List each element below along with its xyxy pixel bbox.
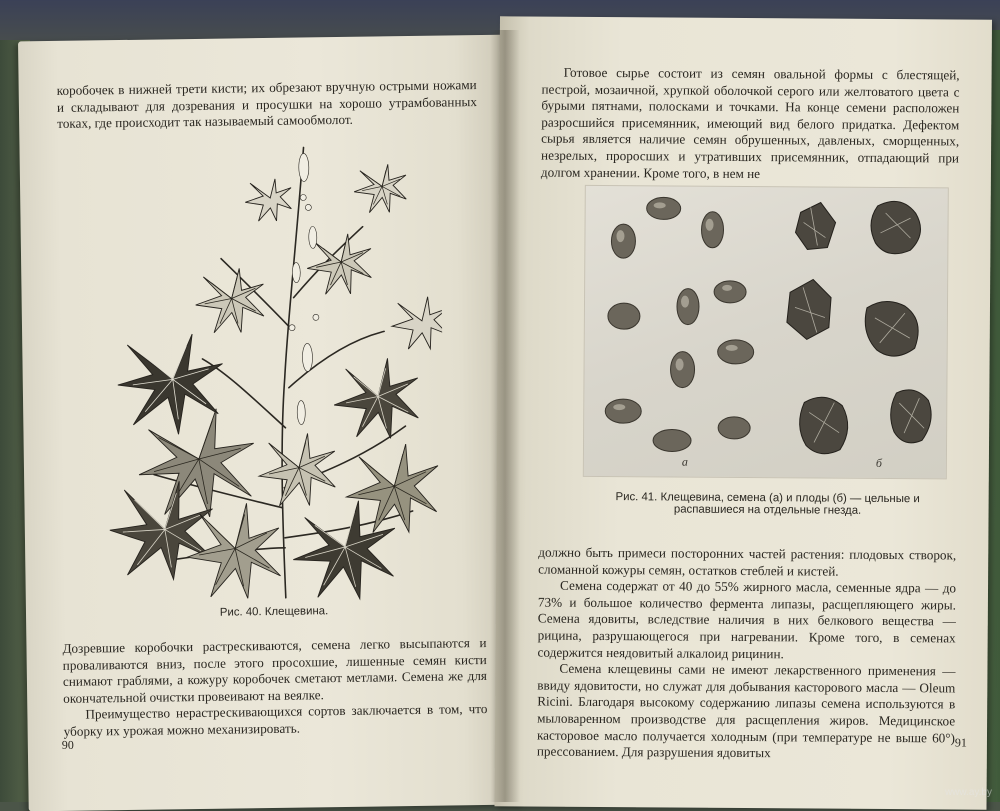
- book-gutter: [490, 30, 520, 802]
- figure-40-caption: Рис. 40. Клещевина.: [219, 605, 329, 619]
- left-top-paragraph: коробочек в нижней трети кисти; их обрезают вручную острыми ножами и складывают для дозревания и просушки на хорошо утрамбованных токах, где происходит так называемый самообмолот.: [56, 77, 478, 132]
- left-paragraph-2: Преимущество нерастрескивающихся сортов заключается в том, что уборку их урожая можно механизировать.: [63, 701, 488, 739]
- watermark: www.ay.by: [944, 787, 992, 798]
- right-page: [494, 16, 992, 809]
- page-number-right: 91: [954, 735, 967, 750]
- page-number-left: 90: [61, 737, 74, 752]
- right-paragraph-1: должно быть примеси посторонних частей растения: плодовых створок, сломанной кожуры семян, остатков стеблей и кистей.: [538, 544, 957, 579]
- right-paragraph-2: Семена содержат от 40 до 55% жирного масла, семенные ядра — до 73% и большое количество фермента липазы, расщепляющего жиры. Семена ядовиты, вследствие наличия в них белкового вещества — рицина, разрушающегося при нагревании. Кроме того, в семенах содержится неядовитый алкалоид рицинин.: [537, 577, 957, 661]
- right-bottom-paragraphs: [537, 545, 956, 764]
- seeds-and-fruits-photo: [583, 185, 949, 480]
- left-bottom-paragraphs: [62, 635, 487, 740]
- castor-plant-illustration: [89, 126, 446, 611]
- left-page: [18, 35, 525, 811]
- figure-41-caption: Рис. 41. Клещевина, семена (а) и плоды (б) — цельные и распавшиеся на отдельные гнезда.: [615, 491, 920, 517]
- plate-label-b: б: [875, 455, 882, 470]
- right-top-paragraph: Готовое сырье состоит из семян овальной формы с блестящей, пестрой, мозаичной, хрупкой оболочкой серого или желтоватого цвета с бурыми пятнами, полосками и точками. На конце семени расположен разросшийся присемянник, имеющий вид белого придатка. Дефектом сырья является наличие семян обрушенных, давленых, сморщенных, незрелых, проросших и утративших присемянник, отпадающий при долгом хранении. Кроме того, в нем не: [540, 64, 960, 181]
- left-paragraph-1: Дозревшие коробочки растрескиваются, семена легко высыпаются и проваливаются вниз, после этого просохшие, лишенные семян кисти снимают граблями, а кожуру коробочек сметают метлами. Семена же для окончательной очистки провеивают на веялке.: [62, 634, 488, 706]
- seeds-photo-drawing: [584, 186, 948, 479]
- plate-label-a: а: [681, 454, 688, 469]
- right-paragraph-3: Семена клещевины сами не имеют лекарственного применения — ввиду ядовитости, но служат для добывания касторового масла — Oleum Ricini. Благодаря высокому содержанию липазы семена используются в мыловаренном производстве для расщепления жиров. Медицинское касторовое масло получается холодным (при температуре не выше 60°) прессованием. Для разрушения ядовитых: [536, 660, 956, 761]
